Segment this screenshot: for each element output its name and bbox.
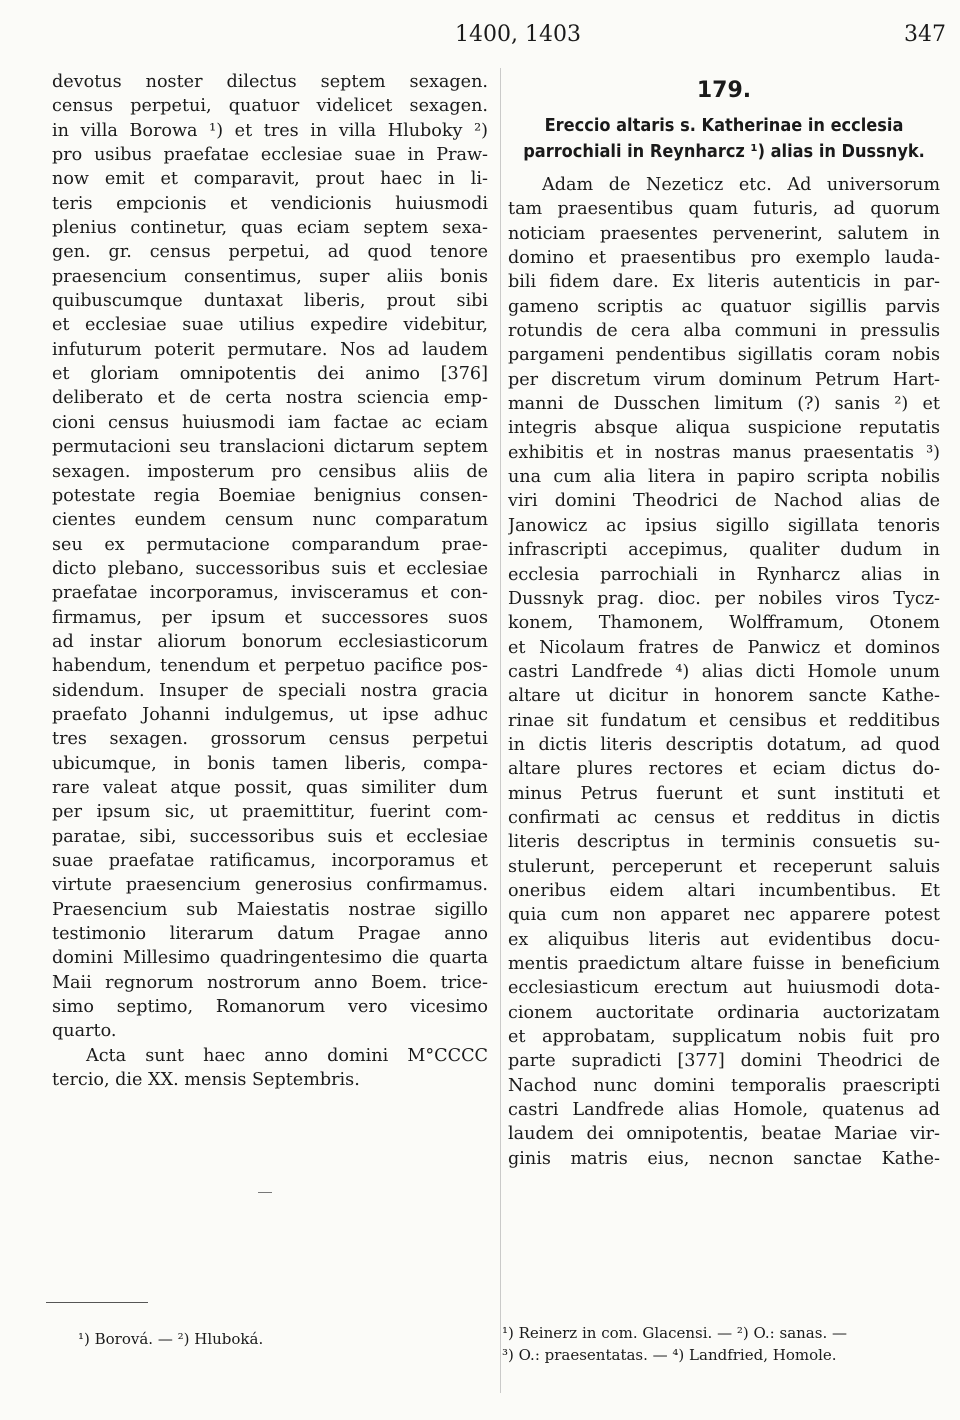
- text-line: confirmati ac census et redditus in dictis: [508, 807, 940, 828]
- text-line: manni de Dusschen limitum (?) sanis ²) et: [508, 394, 940, 415]
- text-line: praesencium consentimus, super aliis bonis: [52, 266, 488, 287]
- text-line: permutacioni seu translacioni dictarum septem: [52, 437, 488, 458]
- text-line: parte supradicti [377] domini Theodrici de: [508, 1051, 940, 1072]
- text-line: Praesencium sub Maiestatis nostrae sigillo: [52, 899, 488, 920]
- text-line: paratae, sibi, successoribus suis et ecclesiae: [52, 826, 488, 847]
- text-line: domini Millesimo quadringentesimo die quarta: [52, 948, 488, 969]
- text-line: castri Landfrede alias Homole, quatenus ad: [508, 1100, 940, 1121]
- text-line: simo septimo, Romanorum vero vicesimo: [52, 997, 488, 1018]
- text-line: cionem auctoritate ordinaria auctorizatam: [508, 1002, 940, 1023]
- text-line: et approbatam, supplicatum nobis fuit pro: [508, 1027, 940, 1048]
- right-footnotes: [502, 1322, 942, 1366]
- text-line: ecclesia parrochiali in Rynharcz alias in: [508, 564, 940, 585]
- text-line: seu ex permutacione comparandum prae-: [52, 534, 488, 555]
- text-line: oneribus eidem altari incumbentibus. Et: [508, 880, 940, 901]
- text-line: bili fidem dare. Ex literis autenticis in par-: [508, 272, 940, 293]
- text-line: virtute praesencium generosius confirmamus.: [52, 875, 488, 896]
- text-line: habendum, tenendum et perpetuo pacifice pos-: [52, 656, 488, 677]
- text-line: ginis matris eius, necnon sanctae Kathe-: [508, 1148, 940, 1169]
- text-line: pargameni pendentibus sigillatis coram nobis: [508, 345, 940, 366]
- text-line: praefato Johanni indulgemus, ut ipse adhuc: [52, 704, 488, 725]
- text-line: ad instar aliorum bonorum ecclesiasticorum: [52, 631, 488, 652]
- text-line: infrascripti accepimus, qualiter dudum in: [508, 540, 940, 561]
- text-line: now emit et comparavit, prout haec in li-: [52, 169, 488, 190]
- right-column: [508, 70, 940, 1171]
- header-years: 1400, 1403: [455, 22, 581, 47]
- text-line: firmamus, per ipsum et successores suos: [52, 607, 488, 628]
- text-line: per ipsum sic, ut praemittitur, fuerint com-: [52, 802, 488, 823]
- text-line: in villa Borowa ¹) et tres in villa Hluboky ²): [52, 120, 488, 141]
- text-line: integris absque aliqua suspicione reputatis: [508, 418, 940, 439]
- text-line: Maii regnorum nostrorum anno Boem. trice-: [52, 972, 488, 993]
- text-line: domino et praesentibus pro exemplo lauda-: [508, 248, 940, 269]
- text-line: ex aliquibus literis aut evidentibus docu-: [508, 929, 940, 950]
- closing-dash: [258, 1192, 272, 1193]
- text-line: sidendum. Insuper de speciali nostra gracia: [52, 680, 488, 701]
- heading-line: Ereccio altaris s. Katherinae in ecclesia: [544, 115, 904, 136]
- text-line: cioni census huiusmodi iam factae ac eciam: [52, 412, 488, 433]
- text-line: dicto plebano, successoribus suis et ecclesiae: [52, 558, 488, 579]
- text-line: stulerunt, perceperunt et receperunt saluis: [508, 856, 940, 877]
- text-line: Adam de Nezeticz etc. Ad universorum: [542, 175, 940, 195]
- text-line: gameno scriptis ac quatuor sigillis parvis: [508, 296, 940, 317]
- footnote-rule: [46, 1302, 148, 1303]
- text-line: infuturum poterit permutare. Nos ad laudem: [52, 339, 488, 360]
- text-line: altare plures rectores et eciam dictus do-: [508, 759, 940, 780]
- column-divider: [500, 68, 501, 1393]
- text-line: castri Landfrede ⁴) alias dicti Homole unum: [508, 661, 940, 682]
- text-line: noticiam praesentes pervenerint, salutem in: [508, 223, 940, 244]
- text-line: tam praesentibus quam futuris, ad quorum: [508, 199, 940, 220]
- text-line: viri domini Theodrici de Nachod alias de: [508, 491, 940, 512]
- document-heading: [508, 113, 940, 165]
- text-line: altare ut dicitur in honorem sancte Kathe-: [508, 686, 940, 707]
- text-line: et Nicolaum fratres de Panwicz et dominos: [508, 637, 940, 658]
- page-number: 347: [904, 22, 946, 47]
- text-line: rinae sit fundatum et censibus et redditibus: [508, 710, 940, 731]
- text-line: gen. gr. census perpetui, ad quod tenore: [52, 242, 488, 263]
- footnote-line: ³) O.: praesentatas. — ⁴) Landfried, Homole.: [502, 1346, 837, 1364]
- footnote-line: ¹) Reinerz in com. Glacensi. — ²) O.: sanas. —: [502, 1324, 847, 1342]
- text-line: tercio, die XX. mensis Septembris.: [52, 1070, 360, 1091]
- text-line: Nachod nunc domini temporalis praescripti: [508, 1075, 940, 1096]
- text-line: rotundis de cera alba communi in pressulis: [508, 321, 940, 342]
- left-column-text: [52, 70, 488, 1092]
- text-line: sexagen. imposterum pro censibus aliis de: [52, 461, 488, 482]
- text-line: laudem dei omnipotentis, beatae Mariae vir-: [508, 1124, 940, 1145]
- text-line: quia cum non apparet nec apparere potest: [508, 905, 940, 926]
- text-line: census perpetui, quatuor videlicet sexagen.: [52, 96, 488, 117]
- text-line: literis descriptus in terminis consuetis su-: [508, 832, 940, 853]
- text-line: exhibitis et in nostras manus praesentatis ³): [508, 442, 940, 463]
- text-line: plenius continetur, quas eciam septem sexa-: [52, 218, 488, 239]
- left-column: [52, 70, 488, 1092]
- text-line: cientes eundem censum nunc comparatum: [52, 510, 488, 531]
- heading-line: parrochiali in Reynharcz ¹) alias in Dussnyk.: [523, 141, 925, 162]
- text-line: una cum alia litera in papiro scripta nobilis: [508, 467, 940, 488]
- text-line: testimonio literarum datum Pragae anno: [52, 924, 488, 945]
- text-line: et gloriam omnipotentis dei animo [376]: [52, 364, 488, 385]
- text-line: tres sexagen. grossorum census perpetui: [52, 729, 488, 750]
- right-column-text: [508, 173, 940, 1171]
- text-line: et ecclesiae suae utilius expedire videbitur,: [52, 315, 488, 336]
- text-line: suae praefatae ratificamus, incorporamus et: [52, 851, 488, 871]
- text-line: devotus noster dilectus septem sexagen.: [52, 72, 488, 92]
- text-line: rare valeat atque possit, quas similiter dum: [52, 777, 488, 798]
- text-line: in dictis literis descriptis dotatum, ad quod: [508, 734, 940, 755]
- text-line: mentis praedictum altare fuisse in beneficium: [508, 954, 940, 974]
- text-line: Janowicz ac ipsius sigillo sigillata tenoris: [508, 515, 940, 536]
- text-line: quarto.: [52, 1021, 117, 1042]
- text-line: ecclesiasticum erectum aut huiusmodi dota-: [508, 978, 940, 999]
- text-line: Dussnyk prag. dioc. per nobiles viros Tycz-: [508, 588, 940, 609]
- running-header: [0, 22, 960, 52]
- text-line: potestate regia Boemiae benignius consen-: [52, 485, 488, 506]
- text-line: quibuscumque duntaxat liberis, prout sibi: [52, 291, 488, 312]
- text-line: Acta sunt haec anno domini M°CCCC: [86, 1045, 488, 1066]
- text-line: minus Petrus fuerunt et sunt instituti et: [508, 783, 940, 804]
- left-footnote: ¹) Borová. — ²) Hluboká.: [78, 1330, 264, 1348]
- text-line: praefatae incorporamus, invisceramus et con-: [52, 583, 488, 604]
- text-line: konem, Thamonem, Wolfframum, Otonem: [508, 613, 940, 634]
- text-line: per discretum virum dominum Petrum Hart-: [508, 369, 940, 390]
- text-line: deliberato et de certa nostra sciencia emp-: [52, 388, 488, 409]
- text-line: ubicumque, in bonis tamen liberis, compa-: [52, 753, 488, 774]
- text-line: pro usibus praefatae ecclesiae suae in Praw-: [52, 145, 488, 166]
- document-number: 179.: [696, 78, 752, 103]
- text-line: teris empcionis et vendicionis huiusmodi: [52, 193, 488, 214]
